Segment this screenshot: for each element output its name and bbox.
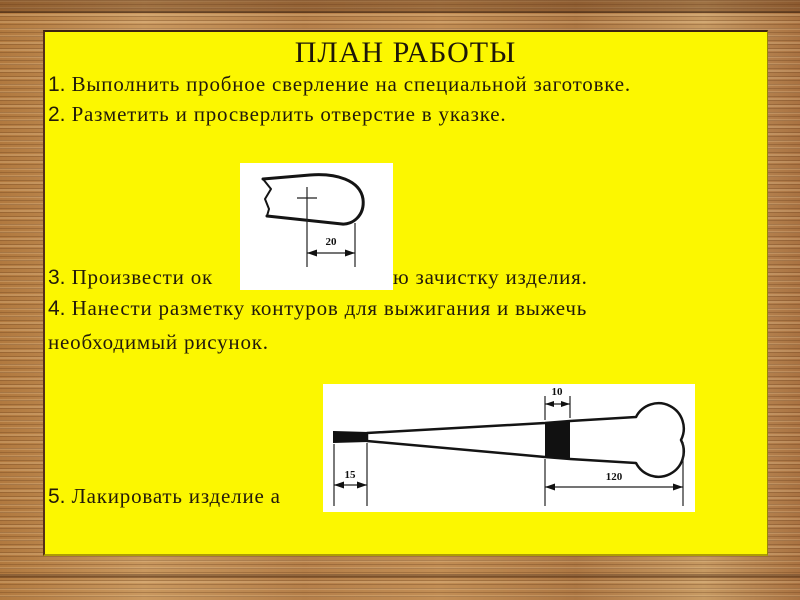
item-2-text: Разметить и просверлить отверстие в указке.: [71, 102, 507, 126]
arrow-left: [545, 484, 555, 491]
plan-item-1: [48, 72, 631, 97]
tip-outline: [263, 175, 363, 224]
dimension-label-120: 120: [605, 471, 623, 483]
arrow-left: [307, 250, 317, 257]
tip-drilling-diagram: [240, 163, 393, 290]
item-4-text-continuation: необходимый рисунок.: [48, 330, 269, 354]
arrow-right: [357, 482, 367, 489]
dimension-label-15: 15: [344, 469, 356, 481]
pointer-black-tip: [334, 432, 367, 442]
arrow-right: [673, 484, 683, 491]
dimension-label-10: 10: [551, 386, 563, 398]
item-5-text: Лакировать изделие а: [71, 484, 281, 508]
slide-title: ПЛАН РАБОТЫ: [294, 36, 517, 69]
arrow-left: [334, 482, 344, 489]
arrow-right: [345, 250, 355, 257]
item-3-number: 3.: [48, 266, 66, 289]
item-4-text: Нанести разметку контуров для выжигания и выжечь: [71, 296, 588, 320]
item-1-text: Выполнить пробное сверление на специальной заготовке.: [71, 72, 631, 96]
item-4-number: 4.: [48, 297, 66, 320]
dimension-label-20: 20: [325, 236, 337, 248]
pointer-outline: [367, 403, 684, 477]
item-3-text-prefix: Произвести ок: [71, 265, 214, 289]
break-line: [263, 179, 271, 216]
arrow-right: [561, 401, 570, 407]
plan-item-4: [48, 296, 587, 321]
item-3-text-suffix: ю зачистку изделия.: [393, 265, 588, 289]
plan-item-2: [48, 102, 506, 127]
pointer-drawing: [323, 384, 695, 512]
item-1-number: 1.: [48, 73, 66, 96]
plan-item-3: [48, 265, 213, 290]
item-2-number: 2.: [48, 103, 66, 126]
pointer-dimensions-diagram: [323, 384, 695, 512]
tip-drilling-drawing: [240, 163, 393, 290]
pointer-black-band: [545, 421, 570, 459]
plan-item-5: [48, 484, 281, 509]
item-5-number: 5.: [48, 485, 66, 508]
arrow-left: [545, 401, 554, 407]
